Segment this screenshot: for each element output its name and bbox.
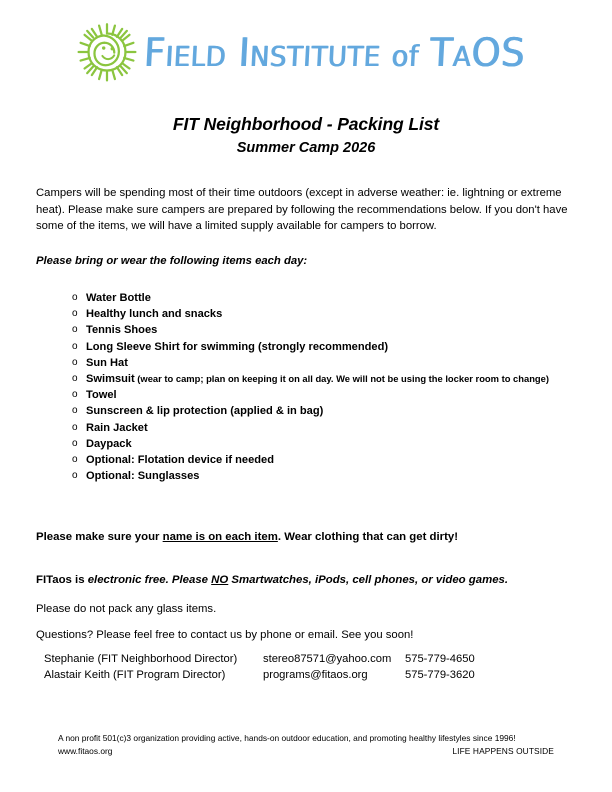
- list-bullet-icon: o: [72, 437, 78, 449]
- list-item: [72, 403, 572, 419]
- page-subtitle: Summer Camp 2026: [236, 140, 376, 156]
- list-item-label: Swimsuit: [86, 373, 135, 386]
- bring-items-heading: Please bring or wear the following items each day:: [36, 255, 308, 267]
- footer-website: www.fitaos.org: [58, 745, 113, 756]
- list-item-label: Optional: Sunglasses: [86, 470, 200, 483]
- list-bullet-icon: o: [72, 470, 78, 482]
- contact-phone[interactable]: 575-779-3620: [405, 668, 475, 681]
- list-item-label: Daypack: [86, 437, 132, 450]
- list-item: [72, 322, 572, 338]
- list-item: [72, 420, 572, 436]
- list-bullet-icon: o: [72, 421, 78, 433]
- list-bullet-icon: o: [72, 389, 78, 401]
- list-item-label: Water Bottle: [86, 292, 151, 304]
- intro-paragraph: Campers will be spending most of their time outdoors (except in adverse weather: ie. lightning or extreme heat). Please make sure campers are prepared by following the recommendations below. If you don't have some of the items, we will have a limited supply available for campers to borrow.: [36, 187, 568, 233]
- table-row: [44, 652, 505, 668]
- contact-phone[interactable]: 575-779-4650: [405, 653, 475, 665]
- list-bullet-icon: o: [72, 373, 78, 385]
- contact-name: Stephanie (FIT Neighborhood Director): [44, 653, 238, 665]
- list-bullet-icon: o: [72, 308, 78, 320]
- name-note-suffix: . Wear clothing that can get dirty!: [277, 531, 459, 543]
- list-item-label: Optional: Flotation device if needed: [86, 454, 274, 467]
- list-bullet-icon: o: [72, 340, 78, 352]
- list-item-label: Healthy lunch and snacks: [86, 308, 223, 321]
- contacts-table: [44, 652, 505, 683]
- table-row: [44, 668, 505, 684]
- electronic-note-italic-1: electronic free. Please: [87, 574, 212, 586]
- organization-logo: [0, 14, 612, 90]
- list-bullet-icon: o: [72, 292, 78, 303]
- list-item: [72, 387, 572, 403]
- footer-mission-statement: A non profit 501(c)3 organization providing active, hands-on outdoor education, and promoting healthy lifestyles since 1996!: [58, 733, 516, 743]
- list-bullet-icon: o: [72, 405, 78, 417]
- electronic-note-no: NO: [211, 574, 229, 586]
- packing-items-list: [72, 290, 572, 484]
- list-item: [72, 355, 572, 371]
- list-item: [72, 452, 572, 468]
- document-footer: [58, 732, 554, 757]
- footer-tagline: LIFE HAPPENS OUTSIDE: [452, 745, 554, 756]
- list-item-label: Rain Jacket: [86, 421, 148, 434]
- list-item: [72, 436, 572, 452]
- list-item: [72, 290, 572, 306]
- list-bullet-icon: o: [72, 324, 78, 336]
- name-on-items-note: [36, 531, 576, 543]
- list-item-label: Towel: [86, 389, 117, 402]
- list-bullet-icon: o: [72, 454, 78, 466]
- electronic-note-prefix: FITaos is: [36, 574, 88, 586]
- logo-wordmark: FIELD INSTITUTE of TAOS: [143, 29, 527, 75]
- sun-face-logo-icon: [74, 19, 140, 85]
- list-item-label: Long Sleeve Shirt for swimming (strongly recommended): [86, 340, 389, 353]
- contact-name: Alastair Keith (FIT Program Director): [44, 668, 226, 681]
- list-item-note: (wear to camp; plan on keeping it on all day. We will not be using the locker room to change): [134, 373, 549, 385]
- list-item-label: Tennis Shoes: [86, 324, 158, 337]
- questions-note: Questions? Please feel free to contact us by phone or email. See you soon!: [36, 629, 414, 641]
- name-note-underlined: name is on each item: [162, 531, 278, 543]
- no-glass-note: Please do not pack any glass items.: [36, 603, 217, 615]
- list-item-label: Sun Hat: [86, 356, 128, 369]
- electronic-note-italic-2: Smartwatches, iPods, cell phones, or video games.: [228, 574, 509, 586]
- name-note-prefix: Please make sure your: [36, 531, 163, 543]
- electronic-free-note: [36, 574, 576, 586]
- list-item: [72, 468, 572, 484]
- list-bullet-icon: o: [72, 356, 78, 368]
- contact-email[interactable]: programs@fitaos.org: [263, 668, 368, 681]
- list-item-label: Sunscreen & lip protection (applied & in bag): [86, 405, 324, 418]
- list-item: [72, 306, 572, 322]
- list-item: [72, 339, 572, 355]
- contact-email[interactable]: stereo87571@yahoo.com: [263, 653, 392, 665]
- page-title: FIT Neighborhood - Packing List: [172, 114, 440, 134]
- list-item: [72, 371, 572, 387]
